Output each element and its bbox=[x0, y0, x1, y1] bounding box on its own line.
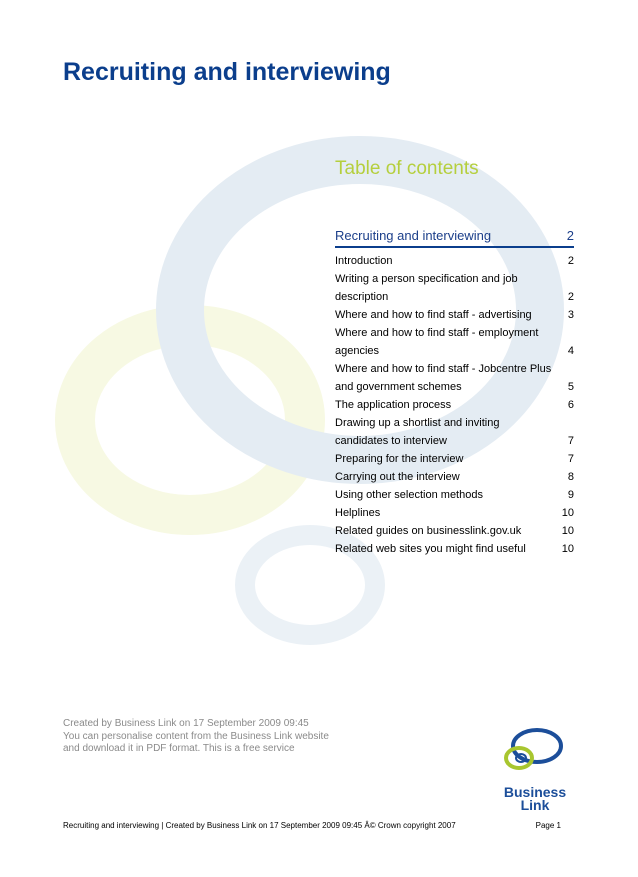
toc-item-page: 6 bbox=[567, 399, 574, 411]
toc-item-page: 4 bbox=[567, 345, 574, 357]
page-footer bbox=[63, 821, 561, 830]
toc-main-entry[interactable] bbox=[335, 228, 574, 248]
toc-item-label[interactable]: The application process bbox=[335, 399, 452, 411]
toc-item-label[interactable]: Related guides on businesslink.gov.uk bbox=[335, 525, 522, 537]
toc-item[interactable] bbox=[335, 396, 574, 414]
toc-main-page: 2 bbox=[566, 228, 574, 243]
toc-item-page: 5 bbox=[567, 381, 574, 393]
toc-item-page: 3 bbox=[567, 309, 574, 321]
footer-text: Recruiting and interviewing | Created by Business Link on 17 September 2009 09:45 Â© Crown copyright 2007 bbox=[63, 821, 456, 830]
table-of-contents bbox=[335, 228, 574, 558]
toc-heading: Table of contents bbox=[335, 158, 479, 179]
page-title: Recruiting and interviewing bbox=[63, 58, 391, 86]
toc-item[interactable] bbox=[335, 486, 574, 504]
toc-item[interactable] bbox=[335, 306, 574, 324]
toc-item-label[interactable]: Preparing for the interview bbox=[335, 453, 464, 465]
toc-item-label[interactable]: Where and how to find staff - advertising bbox=[335, 309, 532, 321]
toc-item-page: 2 bbox=[567, 291, 574, 303]
toc-item[interactable] bbox=[335, 360, 574, 396]
toc-item-label[interactable]: Carrying out the interview bbox=[335, 471, 460, 483]
toc-item-label[interactable]: Related web sites you might find useful bbox=[335, 543, 526, 555]
toc-item[interactable] bbox=[335, 522, 574, 540]
toc-item-label[interactable]: Drawing up a shortlist and inviting candidates to interview bbox=[335, 417, 500, 447]
toc-item[interactable] bbox=[335, 540, 574, 558]
created-line-2: You can personalise content from the Business Link website bbox=[63, 730, 329, 742]
toc-item-page: 10 bbox=[561, 507, 574, 519]
toc-main-label[interactable]: Recruiting and interviewing bbox=[335, 228, 492, 243]
logo-text bbox=[497, 786, 573, 812]
toc-item[interactable] bbox=[335, 270, 574, 306]
toc-item-page: 9 bbox=[567, 489, 574, 501]
toc-item-label[interactable]: Introduction bbox=[335, 255, 393, 267]
toc-item[interactable] bbox=[335, 450, 574, 468]
toc-item-page: 10 bbox=[561, 525, 574, 537]
toc-item[interactable] bbox=[335, 468, 574, 486]
page-number: Page 1 bbox=[535, 821, 561, 830]
toc-item[interactable] bbox=[335, 324, 574, 360]
created-line-3: and download it in PDF format. This is a free service bbox=[63, 743, 295, 754]
toc-item-page: 8 bbox=[567, 471, 574, 483]
toc-item-label[interactable]: Using other selection methods bbox=[335, 489, 483, 501]
toc-item-page: 10 bbox=[561, 543, 574, 555]
toc-item[interactable] bbox=[335, 252, 574, 270]
logo-text-line-1: Business bbox=[503, 784, 567, 800]
toc-item-page: 7 bbox=[567, 435, 574, 447]
toc-item-label[interactable]: Writing a person specification and job description bbox=[335, 273, 518, 303]
created-note bbox=[63, 718, 329, 756]
toc-items bbox=[335, 252, 574, 558]
logo-text-line-2: Link bbox=[520, 797, 550, 813]
toc-item-page: 7 bbox=[567, 453, 574, 465]
toc-item-page: 2 bbox=[567, 255, 574, 267]
toc-item[interactable] bbox=[335, 414, 574, 450]
toc-item[interactable] bbox=[335, 504, 574, 522]
toc-item-label[interactable]: Where and how to find staff - employment agencies bbox=[335, 327, 539, 357]
logo-ring-blue bbox=[513, 730, 561, 762]
toc-item-label[interactable]: Where and how to find staff - Jobcentre Plus and government schemes bbox=[335, 363, 552, 393]
created-line-1: Created by Business Link on 17 September 2009 09:45 bbox=[63, 718, 309, 729]
toc-item-label[interactable]: Helplines bbox=[335, 507, 381, 519]
